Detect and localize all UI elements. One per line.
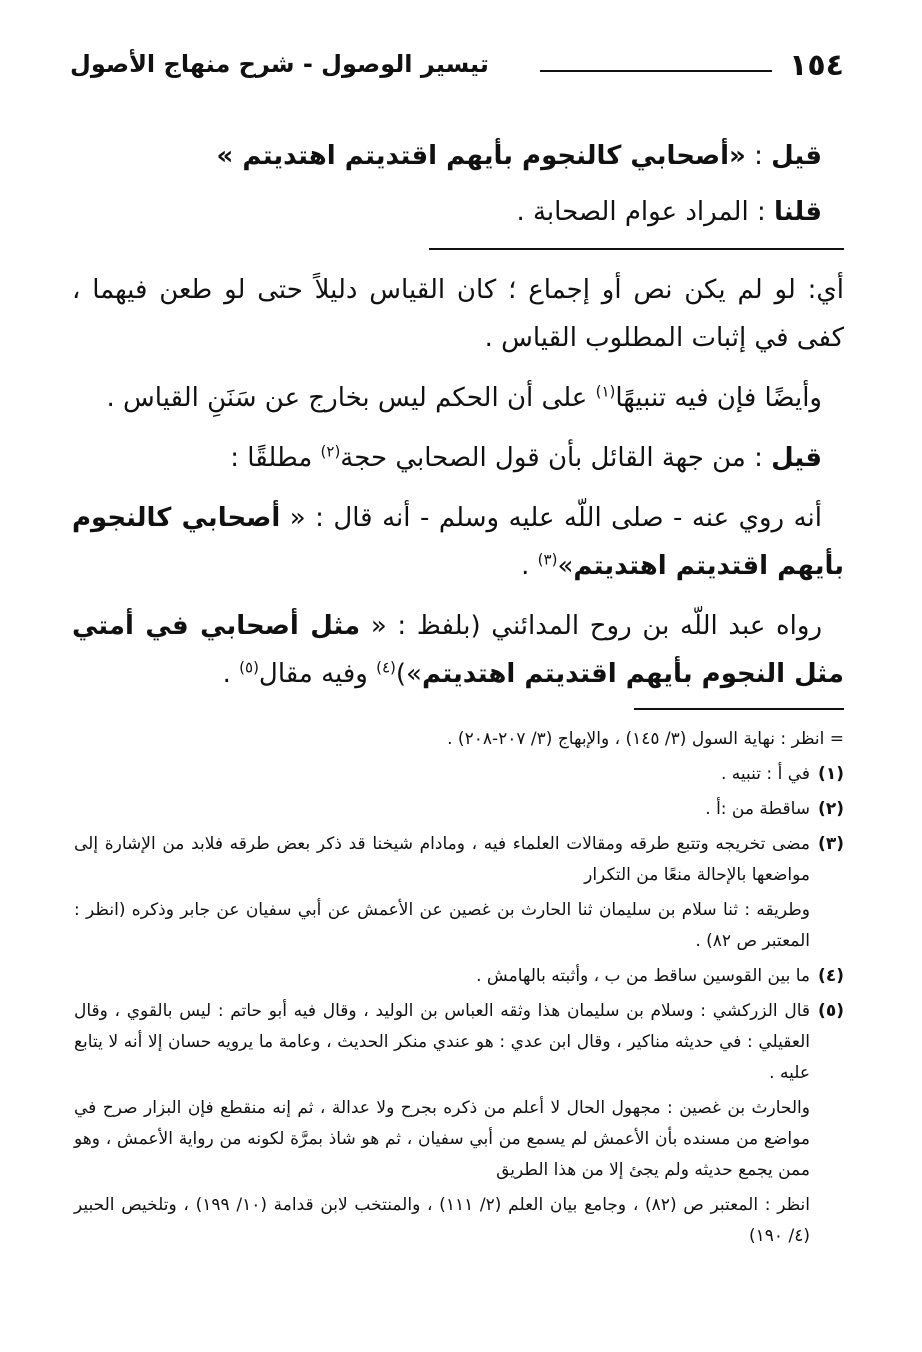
footnotes xyxy=(74,724,844,1256)
objection-keyword: قيل xyxy=(771,443,822,473)
question-line xyxy=(72,128,822,184)
answer-keyword: قلنا xyxy=(773,197,822,227)
hadith-text: مثل أصحابي في أمتي مثل النجوم بأيهم اقتديتم اهتديتم xyxy=(72,611,844,689)
paragraph-text: رواه عبد اللّه بن روح المدائني (بلفظ : « xyxy=(370,611,823,641)
footnote-ref[interactable]: (٣) xyxy=(537,550,558,569)
footnote-ref[interactable]: (١) xyxy=(595,382,616,401)
page-number: ١٥٤ xyxy=(789,48,844,83)
footnote-text: ما بين القوسين ساقط من ب ، وأثبته بالهامش . xyxy=(476,966,810,986)
footnote-item xyxy=(74,794,844,825)
footnote-number xyxy=(810,895,844,957)
paragraph-text: وفيه مقال xyxy=(258,659,368,689)
footnote-continuation: = انظر : نهاية السول (٣/ ١٤٥) ، والإبهاج (٣/ ٢٠٧-٢٠٨) . xyxy=(447,729,844,749)
main-text xyxy=(72,128,844,710)
running-title: تيسير الوصول - شرح منهاج الأصول xyxy=(70,50,489,78)
header-rule xyxy=(540,70,772,72)
paragraph-text: . xyxy=(222,659,231,689)
paragraph-text: مطلقًا : xyxy=(230,443,313,473)
footnote-text: مضى تخريجه وتتبع طرقه ومقالات العلماء فيه ، ومادام شيخنا قد ذكر بعض طرقه فلابد من الإشارة إلى مواضعها بالإحالة منعًا من التكرار xyxy=(74,834,810,885)
paragraph-narration xyxy=(72,602,844,698)
paragraph-hadith xyxy=(72,494,844,590)
footnote-text: ساقطة من :أ . xyxy=(705,799,810,819)
footnote-number: (٢) xyxy=(818,799,844,819)
footnote-text: في أ : تنبيه . xyxy=(720,764,810,784)
question-text: «أصحابي كالنجوم بأيهم اقتديتم اهتديتم » xyxy=(216,141,746,171)
footnote-number: (٤) xyxy=(818,966,844,986)
paragraph-text: على أن الحكم ليس بخارج عن سَنَنِ القياس . xyxy=(106,383,588,413)
paragraph-text: . xyxy=(521,551,530,581)
question-colon: : xyxy=(754,141,763,171)
footnote-text: قال الزركشي : وسلام بن سليمان هذا وثقه العباس بن الوليد ، وقال فيه أبو حاتم : ليس بالقوي ، وقال العقيلي : في حديثه مناكير ، وقال ابن عدي : هو عندي منكر الحديث ، وعامة ما يرويه حسان إلا أنه لا يتابع عليه . xyxy=(74,1001,810,1083)
paragraph-text: ») xyxy=(395,659,422,689)
footnote-ref[interactable]: (٥) xyxy=(239,658,259,677)
page-header xyxy=(70,46,844,90)
footnote-item xyxy=(74,961,844,992)
hadith-text: أصحابي كالنجوم بأيهم اقتديتم اهتديتم xyxy=(72,503,844,581)
paragraph-text: » xyxy=(557,551,574,581)
answer-text: المراد عوام الصحابة . xyxy=(516,197,749,227)
paragraph-objection xyxy=(72,434,844,482)
footnote-item xyxy=(74,895,844,957)
footnote-number: (١) xyxy=(818,764,844,784)
paragraph-explanation xyxy=(72,266,844,362)
footnote-number: (٥) xyxy=(818,1001,844,1021)
paragraph-text: لو لم يكن نص أو إجماع ؛ كان القياس دليلاً حتى لو طعن فيهما ، كفى في إثبات المطلوب القياس . xyxy=(72,275,844,353)
footnote-ref[interactable]: (٤) xyxy=(376,658,396,677)
footnote-item xyxy=(74,759,844,790)
footnote-ref[interactable]: (٢) xyxy=(320,442,341,461)
footnote-item xyxy=(74,829,844,891)
paragraph-text: : من جهة القائل بأن قول الصحابي حجة xyxy=(340,443,763,473)
paragraph-lead: أي: xyxy=(807,275,844,305)
footnote-continuation: انظر : المعتبر ص (٨٢) ، وجامع بيان العلم (٢/ ١١١) ، والمنتخب لابن قدامة (١٠/ ١٩٩) ، وتلخيص الحبير (٤/ ١٩٠) xyxy=(74,1195,810,1246)
footnote-continuation: والحارث بن غصين : مجهول الحال لا أعلم من ذكره بجرح ولا عدالة ، ثم إنه منقطع فإن البزار صرح في مواضع من مسنده بأن الأعمش لم يسمع من أبي سفيان ، ثم هو شاذ بمرَّة لكونه من رواية الأعمش ، وهو ممن يجمع حديثه ولم يجئ إلا من هذا الطريق xyxy=(74,1098,810,1180)
footnote-text: وطريقه : ثنا سلام بن سليمان ثنا الحارث بن غصين عن الأعمش عن أبي سفيان عن جابر وذكره (انظر : المعتبر ص ٨٢) . xyxy=(74,900,810,951)
answer-colon: : xyxy=(756,197,766,227)
footnote-number: (٣) xyxy=(818,834,844,854)
footnote-item xyxy=(74,996,844,1089)
paragraph-text: أنه روي عنه - صلى اللّه عليه وسلم - أنه قال : « xyxy=(289,503,822,533)
paragraph-also xyxy=(72,374,844,422)
answer-line xyxy=(72,184,822,240)
question-keyword: قيل xyxy=(771,141,822,171)
section-rule xyxy=(429,248,844,250)
footnote-rule xyxy=(634,708,844,710)
paragraph-text: وأيضًا فإن فيه تنبيهًا xyxy=(615,383,822,413)
